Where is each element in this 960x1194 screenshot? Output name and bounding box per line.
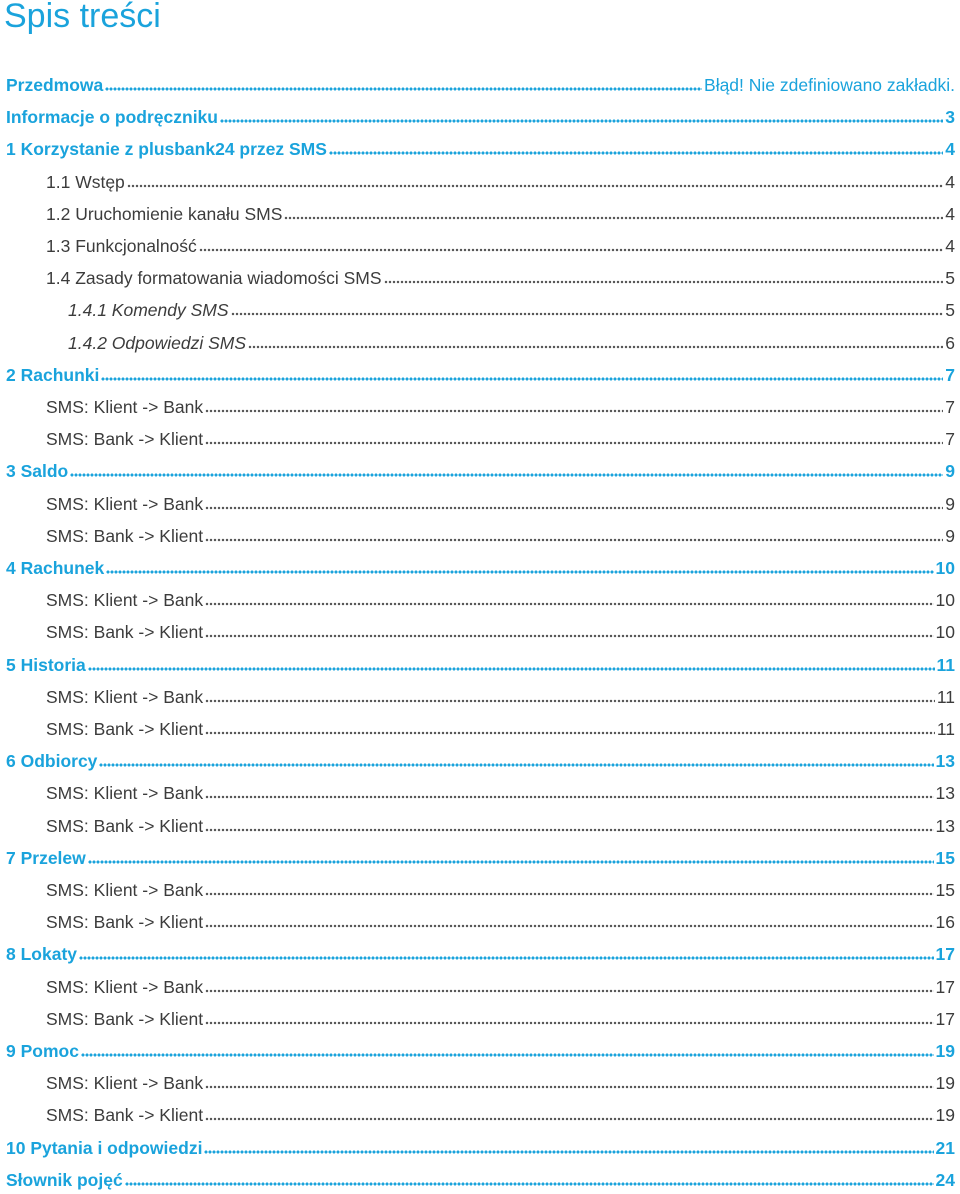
dot-leader	[205, 878, 933, 898]
toc-entry-page: 13	[935, 783, 955, 804]
toc-entry-page: 17	[935, 976, 955, 997]
toc-entry-label: 1.3 Funkcjonalność	[46, 236, 197, 256]
toc-entry-page: 11	[936, 686, 955, 707]
toc-entry-page: 9	[945, 493, 955, 514]
toc-entry-label: SMS: Klient -> Bank	[46, 880, 204, 900]
toc-entry[interactable]	[6, 843, 955, 869]
dot-leader	[205, 588, 933, 608]
toc-entry[interactable]	[46, 811, 955, 837]
toc-entry-page: 4	[945, 139, 955, 160]
toc-entry-label: SMS: Bank -> Klient	[46, 719, 204, 739]
toc-entry-page: 7	[945, 429, 955, 450]
toc-entry-page: 7	[945, 397, 955, 417]
toc-entry-label: SMS: Klient -> Bank	[46, 783, 204, 804]
toc-entry-label: 8 Lokaty	[6, 944, 77, 965]
toc-entry-label: 10 Pytania i odpowiedzi	[6, 1137, 203, 1158]
dot-leader	[204, 1136, 933, 1156]
toc-entry[interactable]	[6, 102, 955, 128]
toc-entry[interactable]	[46, 875, 955, 901]
toc-entry-page: 9	[945, 461, 955, 482]
toc-entry-page: 11	[936, 654, 955, 675]
toc-entry-label: Informacje o podręczniku	[6, 107, 218, 128]
toc-entry-label: 6 Odbiorcy	[6, 751, 98, 772]
toc-entry-label: Słownik pojęć	[6, 1169, 123, 1190]
dot-leader	[284, 202, 943, 222]
dot-leader	[205, 492, 943, 512]
dot-leader	[125, 1168, 934, 1188]
toc-entry-label: 1 Korzystanie z plusbank24 przez SMS	[6, 139, 327, 160]
dot-leader	[81, 1039, 934, 1059]
dot-leader	[205, 717, 935, 737]
toc-entry[interactable]	[6, 939, 955, 965]
toc-entry-label: SMS: Bank -> Klient	[46, 1008, 204, 1029]
toc-entry-page: 3	[945, 107, 955, 128]
toc-entry-label: SMS: Bank -> Klient	[46, 525, 204, 546]
toc-entry-label: 2 Rachunki	[6, 364, 100, 385]
toc-entry[interactable]	[6, 70, 955, 96]
toc-entry-label: 4 Rachunek	[6, 558, 105, 578]
toc-entry-label: SMS: Klient -> Bank	[46, 1073, 204, 1094]
toc-entry[interactable]	[6, 553, 955, 579]
dot-leader	[205, 910, 933, 930]
toc-entry-page: 10	[935, 590, 955, 611]
toc-entry-page: 6	[945, 332, 955, 353]
page-title: Spis treści	[4, 0, 161, 35]
dot-leader	[105, 73, 702, 93]
toc-entry-page: 19	[935, 1073, 955, 1094]
toc-entry-label: 1.4 Zasady formatowania wiadomości SMS	[46, 268, 382, 289]
toc-entry[interactable]	[46, 714, 955, 740]
toc-entry-page: Błąd! Nie zdefiniowano zakładki.	[704, 75, 955, 95]
toc-entry-label: 1.2 Uruchomienie kanału SMS	[46, 203, 283, 224]
toc-entry-page: 17	[935, 1008, 955, 1029]
dot-leader	[205, 1103, 933, 1123]
toc-entry-page: 17	[935, 944, 955, 965]
toc-entry-label: SMS: Bank -> Klient	[46, 1105, 204, 1126]
toc-entry-label: SMS: Bank -> Klient	[46, 622, 204, 643]
toc-entry-page: 4	[945, 171, 955, 192]
dot-leader	[205, 1071, 933, 1091]
toc-entry[interactable]	[46, 1004, 955, 1030]
toc-entry[interactable]	[6, 134, 955, 160]
toc-entry-label: 1.4.1 Komendy SMS	[68, 300, 229, 321]
dot-leader	[220, 105, 943, 125]
toc-entry[interactable]	[46, 1100, 955, 1126]
dot-leader	[99, 749, 933, 769]
dot-leader	[79, 942, 934, 962]
toc-entry-label: SMS: Bank -> Klient	[46, 912, 204, 933]
toc-entry-page: 5	[945, 268, 955, 289]
toc-entry-label: 1.4.2 Odpowiedzi SMS	[68, 332, 247, 353]
toc-entry-page: 4	[945, 203, 955, 224]
toc-entry-page: 10	[935, 622, 955, 643]
toc-entry[interactable]	[46, 1068, 955, 1094]
dot-leader	[205, 427, 943, 447]
toc-entry[interactable]	[6, 1165, 955, 1191]
toc-entry[interactable]	[46, 617, 955, 643]
toc-entry-label: SMS: Bank -> Klient	[46, 815, 204, 836]
toc-entry[interactable]	[46, 167, 955, 193]
toc-entry[interactable]	[6, 1133, 955, 1159]
toc-entry[interactable]	[46, 231, 955, 257]
toc-entry-label: 9 Pomoc	[6, 1041, 79, 1061]
toc-entry-page: 13	[935, 751, 955, 772]
toc-entry-page: 24	[935, 1169, 955, 1190]
toc-entry[interactable]	[6, 650, 955, 676]
toc-entry-page: 15	[935, 847, 955, 868]
dot-leader	[205, 524, 943, 544]
dot-leader	[384, 266, 944, 286]
toc-entry-page: 5	[945, 300, 955, 321]
toc-entry-label: SMS: Klient -> Bank	[46, 976, 204, 997]
toc-entry[interactable]	[46, 424, 955, 450]
toc-entry-label: 7 Przelew	[6, 847, 86, 868]
dot-leader	[205, 814, 933, 834]
toc-entry-label: SMS: Klient -> Bank	[46, 686, 204, 707]
toc-entry-page: 19	[935, 1105, 955, 1126]
toc-entry[interactable]	[46, 199, 955, 225]
toc-entry-label: SMS: Klient -> Bank	[46, 397, 204, 417]
dot-leader	[88, 653, 935, 673]
toc-entry[interactable]	[46, 778, 955, 804]
toc-entry[interactable]	[46, 392, 955, 418]
toc-entry[interactable]	[6, 456, 955, 482]
dot-leader	[205, 620, 933, 640]
toc-entry-page: 7	[945, 364, 955, 385]
toc-entry-page: 21	[935, 1137, 955, 1158]
dot-leader	[231, 298, 944, 318]
toc-entry-label: SMS: Klient -> Bank	[46, 590, 204, 611]
dot-leader	[106, 556, 933, 576]
toc-entry-page: 13	[935, 815, 955, 836]
dot-leader	[127, 170, 943, 190]
toc-entry-page: 11	[936, 719, 955, 739]
dot-leader	[101, 363, 943, 383]
toc-entry-page: 10	[935, 558, 955, 578]
toc-entry-label: Przedmowa	[6, 75, 104, 95]
dot-leader	[205, 781, 933, 801]
toc-entry[interactable]	[46, 907, 955, 933]
toc-entry-page: 4	[945, 236, 955, 256]
toc-entry[interactable]	[46, 682, 955, 708]
toc-entry[interactable]	[68, 328, 955, 354]
toc-entry[interactable]	[6, 746, 955, 772]
dot-leader	[248, 331, 943, 351]
toc-entry[interactable]	[46, 489, 955, 515]
toc-entry[interactable]	[68, 295, 955, 321]
toc-entry[interactable]	[46, 521, 955, 547]
dot-leader	[88, 846, 934, 866]
toc-entry[interactable]	[46, 972, 955, 998]
toc-entry-label: 3 Saldo	[6, 461, 69, 482]
toc-entry[interactable]	[6, 360, 955, 386]
dot-leader	[70, 459, 943, 479]
dot-leader	[205, 685, 935, 705]
toc-entry-page: 16	[935, 912, 955, 933]
toc-entry-label: 1.1 Wstęp	[46, 171, 125, 192]
toc-entry[interactable]	[46, 585, 955, 611]
dot-leader	[329, 137, 943, 157]
toc-entry-label: SMS: Bank -> Klient	[46, 429, 204, 450]
dot-leader	[205, 975, 933, 995]
toc-entry-page: 15	[935, 880, 955, 900]
toc-entry-page: 19	[935, 1041, 955, 1061]
dot-leader	[205, 1007, 933, 1027]
toc-entry[interactable]	[6, 1036, 955, 1062]
dot-leader	[199, 234, 943, 254]
toc-entry-page: 9	[945, 525, 955, 546]
toc-entry-label: SMS: Klient -> Bank	[46, 493, 204, 514]
dot-leader	[205, 395, 943, 415]
toc-entry-label: 5 Historia	[6, 654, 86, 675]
toc-entry[interactable]	[46, 263, 955, 289]
